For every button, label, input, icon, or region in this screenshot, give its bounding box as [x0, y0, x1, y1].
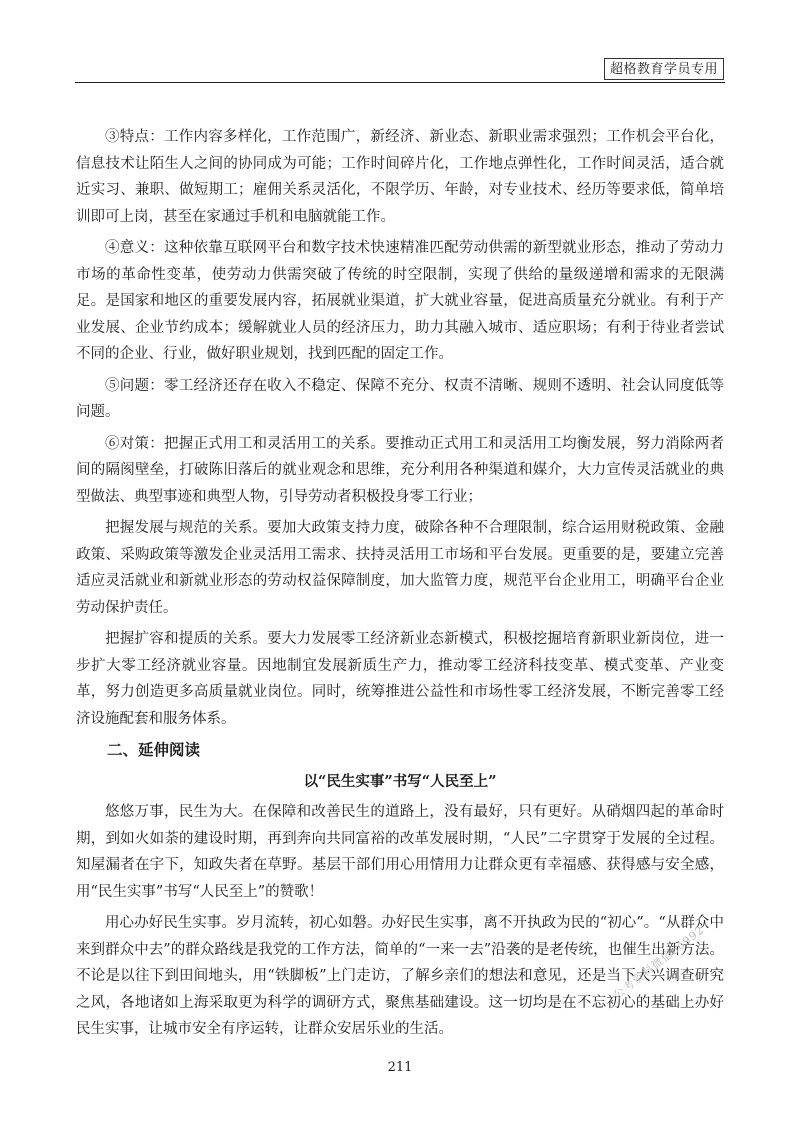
paragraph-expansion-quality: 把握扩容和提质的关系。要大力发展零工经济新业态新模式，积极挖掘培育新职业新岗位，进一步扩大零工经济就业容量。因地制宜发展新质生产力，推动零工经济科技变革、模式变革、产业变革，努力创造更多高质量就业岗位。同时，统筹推进公益性和市场性零工经济发展，不断完善零工经济设施配套和服务体系。	[76, 631, 724, 727]
header-divider	[75, 82, 725, 83]
watermark: 公考资料微信oo992	[611, 923, 707, 1002]
paragraph-countermeasures: ⑥对策：把握正式用工和灵活用工的关系。要推动正式用工和灵活用工均衡发展，努力消除两者间的隔阂壁垒，打破陈旧落后的就业观念和思维，充分利用各种渠道和媒介，大力宣传灵活就业的典型做法、典型事迹和典型人物，引导劳动者积极投身零工行业；	[76, 435, 724, 505]
section-heading: 二、延伸阅读	[107, 741, 201, 759]
paragraph-livelihood: 用心办好民生实事。岁月流转，初心如磐。办好民生实事，离不开执政为民的“初心”。“从群众中来到群众中去”的群众路线是我党的工作方法，简单的“一来一去”沿袭的是老传统，也催生出新方法。不论是以往下到田间地头，用“铁脚板”上门走访，了解乡亲们的想法和意见，还是当下大兴调查研究之风，各地诸如上海采取更为科学的调研方式，聚焦基础建设。这一切均是在不忘初心的基础上办好民生实事，让城市安全有序运转，让群众安居乐业的生活。	[76, 915, 724, 1037]
paragraph-problems: ⑤问题：零工经济还存在收入不稳定、保障不充分、权责不清晰、规则不透明、社会认同度低等问题。	[76, 377, 724, 420]
document-body	[76, 124, 724, 1048]
article-title: 以“民生实事”书写“人民至上”	[303, 773, 497, 790]
header-label: 超格教育学员专用	[604, 58, 724, 80]
paragraph-significance: ④意义：这种依靠互联网平台和数字技术快速精准匹配劳动供需的新型就业形态，推动了劳动力市场的革命性变革，使劳动力供需突破了传统的时空限制，实现了供给的量级递增和需求的无限满足。是国家和地区的重要发展内容，拓展就业渠道，扩大就业容量，促进高质量充分就业。有利于产业发展、企业节约成本；缓解就业人员的经济压力，助力其融入城市、适应职场；有利于待业者尝试不同的企业、行业，做好职业规划，找到匹配的固定工作。	[76, 240, 724, 362]
paragraph-features: ③特点：工作内容多样化，工作范围广，新经济、新业态、新职业需求强烈；工作机会平台化，信息技术让陌生人之间的协同成为可能；工作时间碎片化，工作地点弹性化，工作时间灵活，适合就近实习、兼职、做短期工；雇佣关系灵活化，不限学历、年龄，对专业技术、经历等要求低，简单培训即可上岗，甚至在家通过手机和电脑就能工作。	[76, 129, 724, 225]
paragraph-intro: 悠悠万事，民生为大。在保障和改善民生的道路上，没有最好，只有更好。从硝烟四起的革命时期，到如火如荼的建设时期，再到奔向共同富裕的改革发展时期，“人民”二字贯穿于发展的全过程。知屋漏者在宇下，知政失者在草野。基层干部们用心用情用力让群众更有幸福感、获得感与安全感，用“民生实事”书写“人民至上”的赞歌！	[76, 804, 724, 900]
paragraph-development-norms: 把握发展与规范的关系。要加大政策支持力度，破除各种不合理限制，综合运用财税政策、金融政策、采购政策等激发企业灵活用工需求、扶持灵活用工市场和平台发展。更重要的是，要建立完善适应灵活就业和新就业形态的劳动权益保障制度，加大监管力度，规范平台企业用工，明确平台企业劳动保护责任。	[76, 520, 724, 616]
page-number: 211	[387, 1060, 413, 1075]
